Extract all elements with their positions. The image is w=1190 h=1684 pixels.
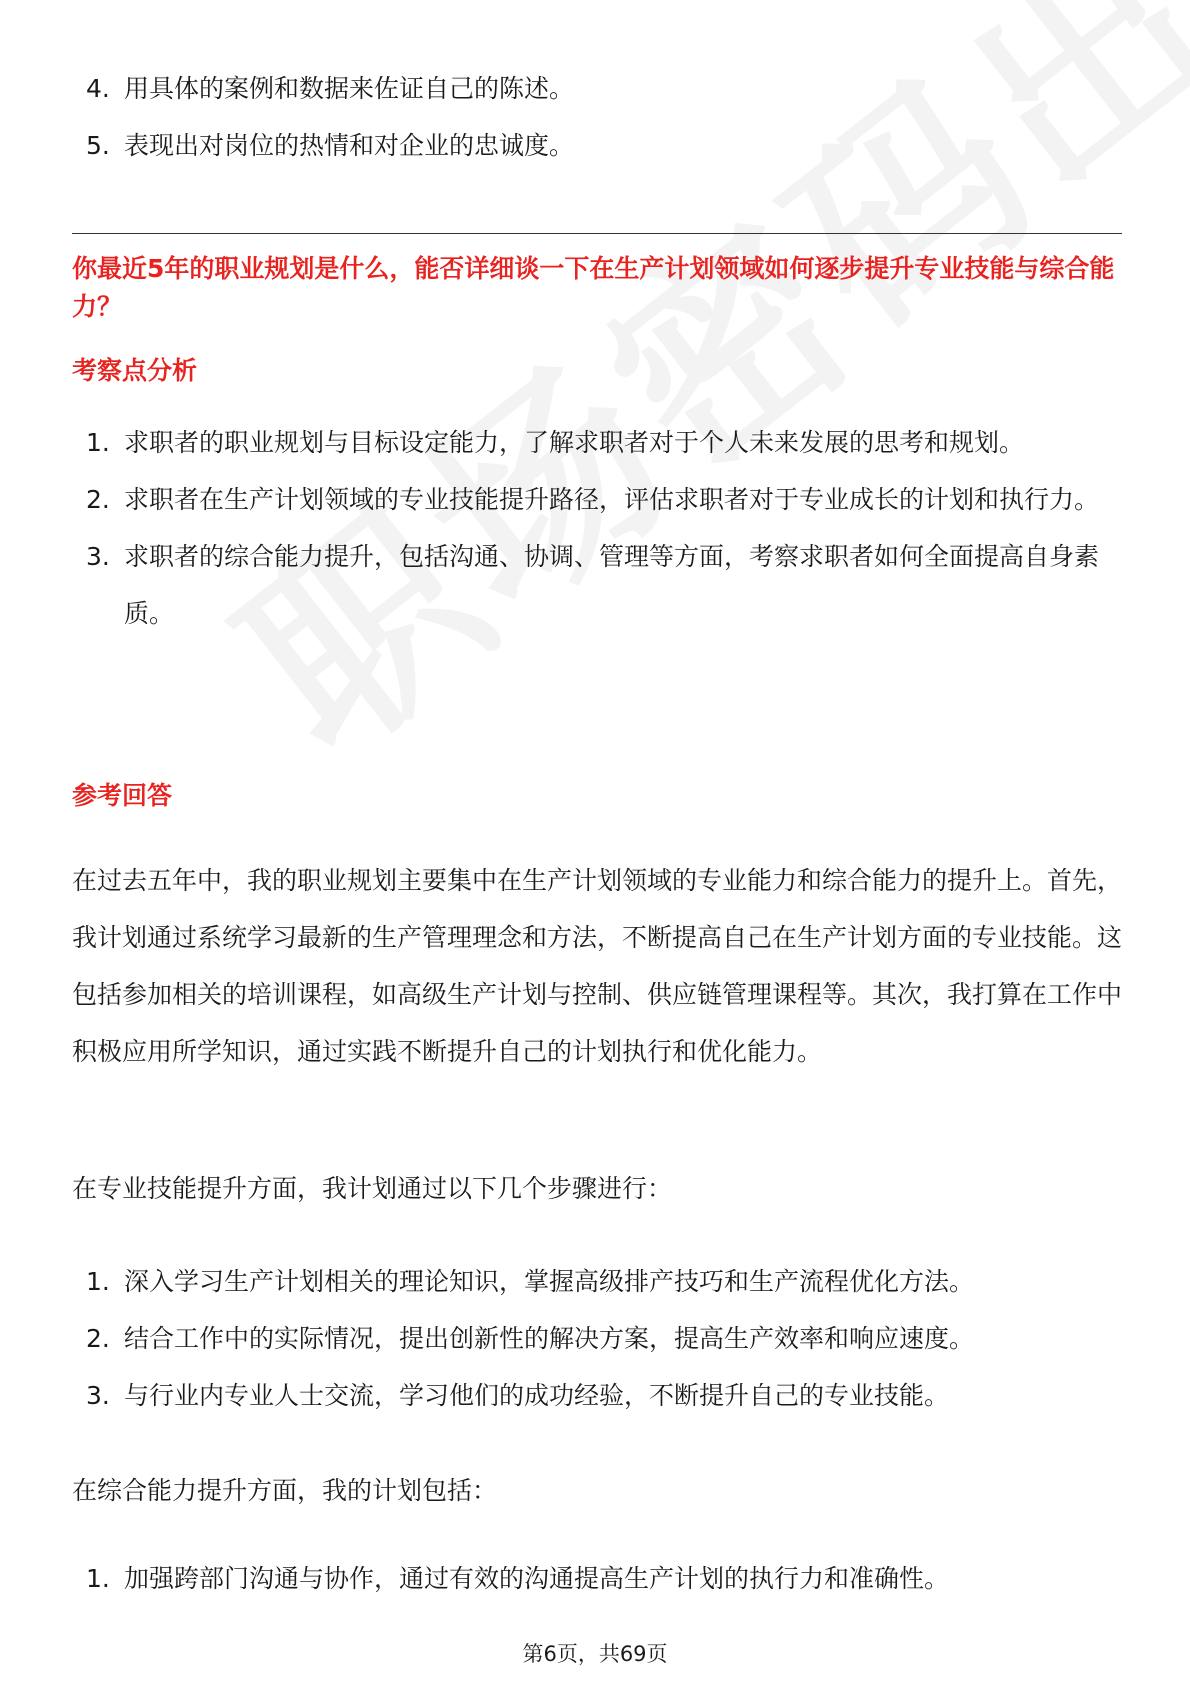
list-text: 结合工作中的实际情况，提出创新性的解决方案，提高生产效率和响应速度。 <box>124 1324 975 1353</box>
list-item <box>72 1310 1122 1367</box>
list-item <box>72 1550 1122 1607</box>
answer-paragraph: 在过去五年中，我的职业规划主要集中在生产计划领域的专业能力和综合能力的提升上。首先，我计划通过系统学习最新的生产管理理念和方法，不断提高自己在生产计划方面的专业技能。这包括参加相关的培训课程，如高级生产计划与控制、供应链管理课程等。其次，我打算在工作中积极应用所学知识，通过实践不断提升自己的计划执行和优化能力。 <box>72 866 1123 1066</box>
list-item <box>72 1367 1122 1424</box>
analysis-list <box>72 414 1122 642</box>
list-number: 2. <box>86 1324 110 1353</box>
list-number: 4. <box>86 74 110 103</box>
section-divider <box>72 233 1122 234</box>
page-footer: 第6页，共69页 <box>522 1642 668 1666</box>
list-text: 深入学习生产计划相关的理论知识，掌握高级排产技巧和生产流程优化方法。 <box>124 1267 975 1296</box>
list-number: 2. <box>86 485 110 514</box>
list-item <box>72 117 1122 174</box>
question-heading: 你最近5年的职业规划是什么，能否详细谈一下在生产计划领域如何逐步提升专业技能与综合能力？ <box>72 254 1115 321</box>
list-text: 求职者的综合能力提升，包括沟通、协调、管理等方面，考察求职者如何全面提高自身素质。 <box>124 542 1100 628</box>
answer-title: 参考回答 <box>72 781 173 810</box>
list-item <box>72 1253 1122 1310</box>
ability-list <box>72 1550 1122 1607</box>
list-number: 1. <box>86 1564 110 1593</box>
list-text: 加强跨部门沟通与协作，通过有效的沟通提高生产计划的执行力和准确性。 <box>124 1564 950 1593</box>
answer-paragraph: 在专业技能提升方面，我计划通过以下几个步骤进行： <box>72 1174 673 1203</box>
skill-list <box>72 1253 1122 1424</box>
list-text: 与行业内专业人士交流，学习他们的成功经验，不断提升自己的专业技能。 <box>124 1381 950 1410</box>
list-number: 1. <box>86 428 110 457</box>
list-item <box>72 414 1122 471</box>
list-number: 3. <box>86 1381 110 1410</box>
list-text: 用具体的案例和数据来佐证自己的陈述。 <box>124 74 575 103</box>
list-text: 求职者在生产计划领域的专业技能提升路径，评估求职者对于专业成长的计划和执行力。 <box>124 485 1100 514</box>
answer-paragraph: 在综合能力提升方面，我的计划包括： <box>72 1476 498 1505</box>
list-number: 5. <box>86 131 110 160</box>
list-number: 1. <box>86 1267 110 1296</box>
list-item <box>72 471 1122 528</box>
list-item <box>72 60 1122 117</box>
list-item <box>72 528 1122 642</box>
list-text: 表现出对岗位的热情和对企业的忠诚度。 <box>124 131 575 160</box>
list-number: 3. <box>86 542 110 571</box>
analysis-title: 考察点分析 <box>72 356 198 385</box>
top-list <box>72 60 1122 174</box>
list-text: 求职者的职业规划与目标设定能力，了解求职者对于个人未来发展的思考和规划。 <box>124 428 1025 457</box>
